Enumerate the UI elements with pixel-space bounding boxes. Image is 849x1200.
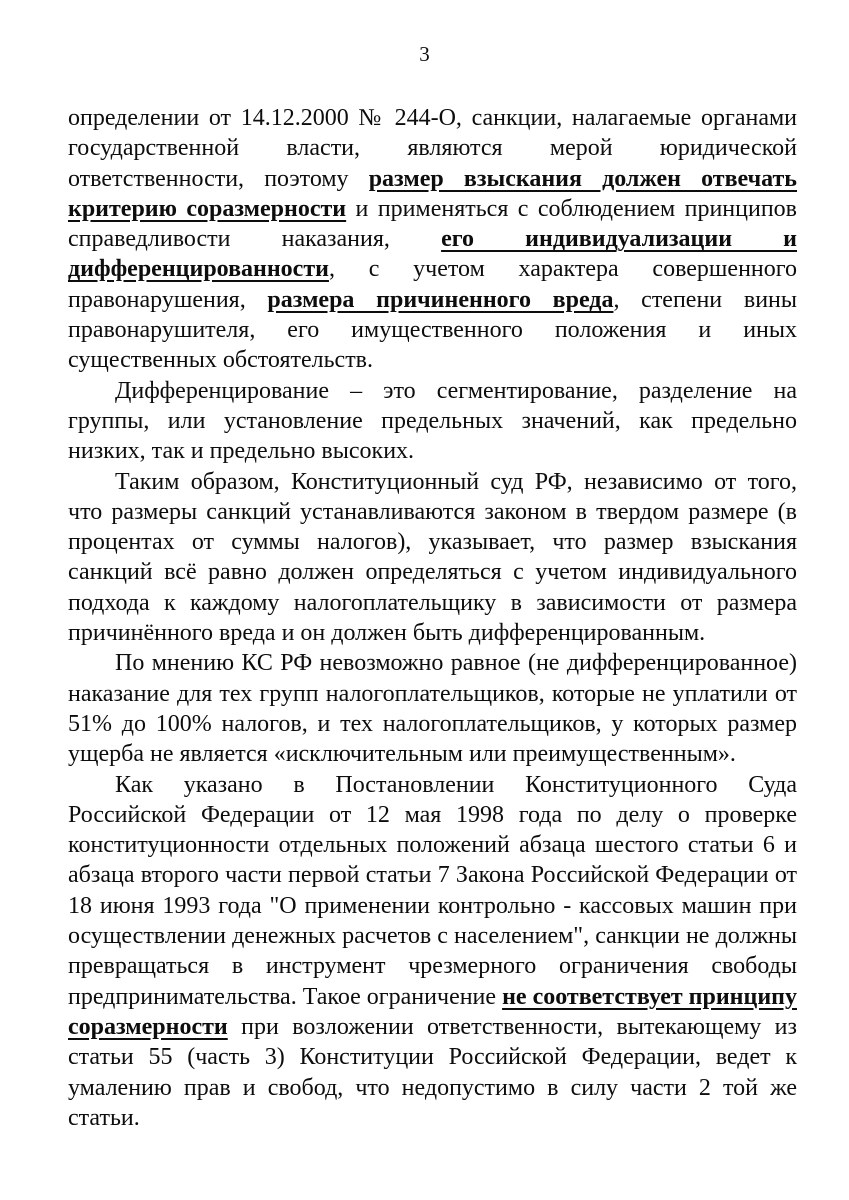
page-number: 3 bbox=[419, 42, 430, 66]
emphasized-text-run: размер взыскания должен отвечать критерию соразмерности bbox=[68, 165, 798, 222]
paragraph bbox=[68, 770, 797, 1134]
paragraph bbox=[68, 376, 797, 467]
emphasized-text-run: не соответствует принципу соразмерности bbox=[68, 983, 797, 1040]
paragraph bbox=[68, 467, 797, 649]
text-run: , с учетом характера совершенного правонарушения, bbox=[68, 256, 797, 313]
emphasized-text-run: его индивидуализации и дифференцированности bbox=[68, 226, 798, 283]
text-run: По мнению КС РФ невозможно равное (не дифференцированное) наказание для тех групп налогоплательщиков, которые не уплатили от 51% до 100% налогов, и тех налогоплательщиков, у которых размер ущерба не является «исключительным или преимущественным». bbox=[68, 650, 797, 768]
document-body bbox=[68, 103, 797, 1133]
text-run: Таким образом, Конституционный суд РФ, независимо от того, что размеры санкций устанавливаются законом в твердом размере (в процентах от суммы налогов), указывает, что размер взыскания санкций всё равно должен определяться с учетом индивидуального подхода к каждому налогоплательщику в зависимости от размера причинённого вреда и он должен быть дифференцированным. bbox=[68, 468, 797, 647]
text-run: и применяться с соблюдением принципов справедливости наказания, bbox=[68, 195, 797, 253]
text-run: , степени вины правонарушителя, его имущественного положения и иных существенных обстоятельств. bbox=[68, 286, 798, 374]
text-run: определении от 14.12.2000 № 244-О, санкции, налагаемые органами государственной власти, являются мерой юридической ответственности, поэтому bbox=[68, 105, 797, 192]
text-run: при возложении ответственности, вытекающему из статьи 55 (часть 3) Конституции Российской Федерации, ведет к умалению прав и свобод, что недопустимо в силу части 2 той же статьи. bbox=[68, 1013, 797, 1131]
paragraph bbox=[68, 648, 797, 769]
emphasized-text-run: размера причиненного вреда bbox=[267, 286, 614, 313]
paragraph bbox=[68, 103, 797, 376]
text-run: Как указано в Постановлении Конституционного Суда Российской Федерации от 12 мая 1998 года по делу о проверке конституционности отдельных положений абзаца шестого статьи 6 и абзаца второго части первой статьи 7 Закона Российской Федерации от 18 июня 1993 года "О применении контрольно - кассовых машин при осуществлении денежных расчетов с населением", санкции не должны превращаться в инструмент чрезмерного ограничения свободы предпринимательства. Такое ограничение bbox=[68, 771, 797, 1010]
text-run: Дифференцирование – это сегментирование, разделение на группы, или установление предельных значений, как предельно низких, так и предельно высоких. bbox=[68, 377, 797, 465]
